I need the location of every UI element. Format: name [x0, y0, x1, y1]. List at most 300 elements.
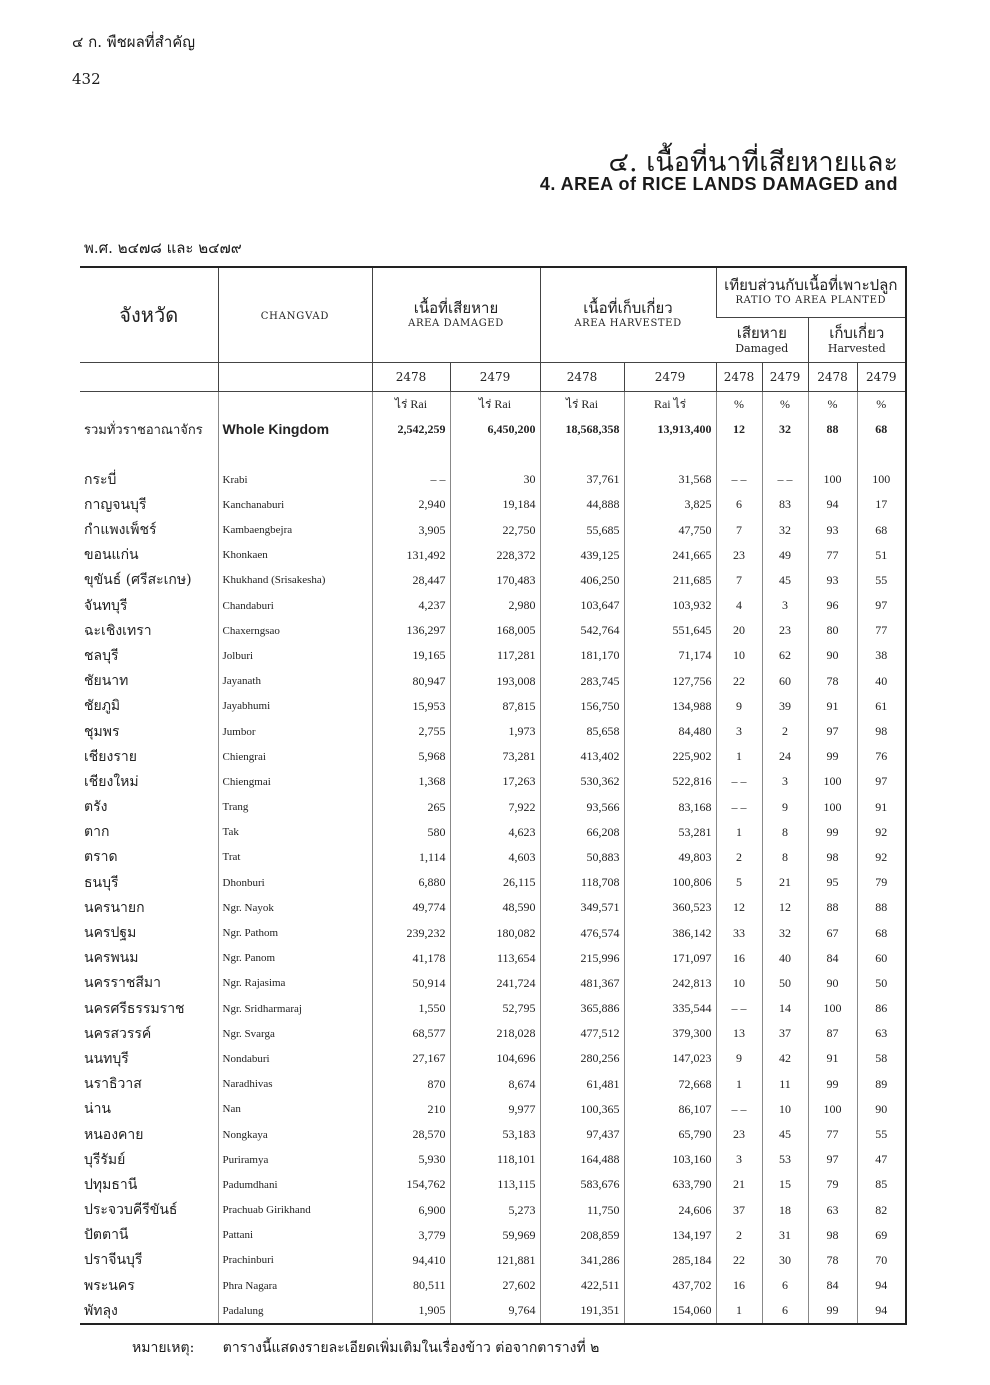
value-cell: 154,762	[372, 1172, 450, 1197]
value-cell: 100	[808, 996, 857, 1021]
unit-blank-2	[218, 391, 372, 417]
value-cell: 481,367	[540, 971, 624, 996]
province-en: Nondaburi	[218, 1046, 372, 1071]
header-area-damaged: เนื้อที่เสียหาย AREA DAMAGED	[372, 267, 540, 362]
value-cell: 73,281	[450, 744, 540, 769]
value-cell: – –	[372, 467, 450, 492]
value-cell: – –	[716, 467, 762, 492]
province-en: Ngr. Rajasima	[218, 971, 372, 996]
header-changvad-en: CHANGVAD	[218, 267, 372, 362]
spacer-cell	[857, 442, 906, 467]
value-cell: 80,511	[372, 1273, 450, 1298]
table-row	[80, 1046, 906, 1071]
title-english: 4. AREA of RICE LANDS DAMAGED and	[539, 174, 898, 194]
province-thai: ชัยภูมิ	[84, 698, 121, 715]
value-cell: 40	[857, 669, 906, 694]
value-cell: 62	[762, 643, 808, 668]
province-thai: จันทบุรี	[84, 597, 128, 614]
value-cell: 98	[808, 1223, 857, 1248]
value-cell: 8	[762, 820, 808, 845]
value-cell: 413,402	[540, 744, 624, 769]
value-cell: 60	[857, 946, 906, 971]
value-cell: – –	[762, 467, 808, 492]
value-cell: 65,790	[624, 1122, 716, 1147]
value-cell: 69	[857, 1223, 906, 1248]
unit-label: %	[808, 391, 857, 417]
value-cell: 93,566	[540, 795, 624, 820]
value-cell: 100	[808, 467, 857, 492]
value-cell: 97	[857, 769, 906, 794]
province-thai: ชลบุรี	[84, 647, 119, 664]
value-cell: 8	[762, 845, 808, 870]
value-cell: 18	[762, 1198, 808, 1223]
value-cell: 171,097	[624, 946, 716, 971]
table-row	[80, 1072, 906, 1097]
value-cell: 23	[762, 618, 808, 643]
value-cell: 193,008	[450, 669, 540, 694]
province-en: Jumbor	[218, 719, 372, 744]
table-row	[80, 1273, 906, 1298]
value-cell: 134,197	[624, 1223, 716, 1248]
value-cell: 349,571	[540, 895, 624, 920]
value-cell: – –	[716, 795, 762, 820]
table-row	[80, 543, 906, 568]
province-thai: นราธิวาส	[84, 1076, 142, 1093]
value-cell: 32	[762, 417, 808, 442]
value-cell: 1,368	[372, 769, 450, 794]
value-cell: 16	[716, 946, 762, 971]
province-en: Trang	[218, 795, 372, 820]
province-thai: กำแพงเพ็ชร์	[84, 522, 157, 539]
value-cell: 3,779	[372, 1223, 450, 1248]
value-cell: 12	[762, 895, 808, 920]
value-cell: 154,060	[624, 1298, 716, 1324]
value-cell: 211,685	[624, 568, 716, 593]
value-cell: 551,645	[624, 618, 716, 643]
value-cell: 5,273	[450, 1198, 540, 1223]
province-thai: ตาก	[84, 824, 110, 841]
value-cell: 2,940	[372, 492, 450, 517]
value-cell: 22	[716, 669, 762, 694]
value-cell: 134,988	[624, 694, 716, 719]
value-cell: 49,803	[624, 845, 716, 870]
value-cell: 61	[857, 694, 906, 719]
value-cell: 239,232	[372, 920, 450, 945]
value-cell: 95	[808, 870, 857, 895]
value-cell: 6,880	[372, 870, 450, 895]
value-cell: 22,750	[450, 517, 540, 542]
value-cell: 131,492	[372, 543, 450, 568]
province-thai: นครนายก	[84, 899, 145, 916]
value-cell: 15,953	[372, 694, 450, 719]
spacer-cell	[450, 442, 540, 467]
value-cell: 32	[762, 920, 808, 945]
value-cell: 93	[808, 517, 857, 542]
value-cell: 72,668	[624, 1072, 716, 1097]
header-changvad-thai: จังหวัด	[80, 267, 218, 362]
table-row	[80, 467, 906, 492]
value-cell: 53,281	[624, 820, 716, 845]
value-cell: 4,237	[372, 593, 450, 618]
value-cell: 580	[372, 820, 450, 845]
province-thai: นครศรีธรรมราช	[84, 1000, 185, 1017]
header-year-2479-col-6: 2479	[762, 362, 808, 391]
table-row	[80, 1172, 906, 1197]
value-cell: 215,996	[540, 946, 624, 971]
spacer-cell	[372, 442, 450, 467]
table-row	[80, 895, 906, 920]
unit-label: Rai ไร่	[624, 391, 716, 417]
value-cell: 77	[808, 1122, 857, 1147]
value-cell: 10	[716, 971, 762, 996]
value-cell: 100,365	[540, 1097, 624, 1122]
value-cell: 39	[762, 694, 808, 719]
value-cell: 4	[716, 593, 762, 618]
table-row	[80, 1223, 906, 1248]
value-cell: 87	[808, 1021, 857, 1046]
unit-blank-1	[80, 391, 218, 417]
table-row	[80, 820, 906, 845]
province-en: Chiengrai	[218, 744, 372, 769]
page-number: 432	[72, 70, 101, 88]
header-year-2478-col-5: 2478	[716, 362, 762, 391]
footnote-label: หมายเหตุ:	[132, 1340, 195, 1356]
table-row	[80, 845, 906, 870]
province-en: Ngr. Nayok	[218, 895, 372, 920]
value-cell: 24	[762, 744, 808, 769]
value-cell: 522,816	[624, 769, 716, 794]
province-en: Chaxerngsao	[218, 618, 372, 643]
value-cell: 156,750	[540, 694, 624, 719]
value-cell: 82	[857, 1198, 906, 1223]
value-cell: 88	[808, 417, 857, 442]
value-cell: 52,795	[450, 996, 540, 1021]
value-cell: 96	[808, 593, 857, 618]
value-cell: 91	[857, 795, 906, 820]
province-en: Prachinburi	[218, 1248, 372, 1273]
value-cell: 30	[450, 467, 540, 492]
value-cell: 97	[857, 593, 906, 618]
value-cell: 341,286	[540, 1248, 624, 1273]
province-thai: พระนคร	[84, 1277, 135, 1294]
province-thai: นครปฐม	[84, 925, 137, 942]
value-cell: 3	[716, 719, 762, 744]
value-cell: 2,980	[450, 593, 540, 618]
value-cell: 92	[857, 845, 906, 870]
value-cell: 92	[857, 820, 906, 845]
value-cell: 94	[808, 492, 857, 517]
province-thai: น่าน	[84, 1101, 112, 1118]
value-cell: 53	[762, 1147, 808, 1172]
value-cell: 5,930	[372, 1147, 450, 1172]
value-cell: 99	[808, 1072, 857, 1097]
province-en: Chandaburi	[218, 593, 372, 618]
province-thai: กระบี่	[84, 471, 117, 488]
value-cell: 99	[808, 820, 857, 845]
table-row	[80, 1122, 906, 1147]
value-cell: 88	[857, 895, 906, 920]
province-en: Kambaengbejra	[218, 517, 372, 542]
value-cell: 7,922	[450, 795, 540, 820]
value-cell: 79	[808, 1172, 857, 1197]
table-row	[80, 795, 906, 820]
value-cell: 70	[857, 1248, 906, 1273]
header-year-2479-col-2: 2479	[450, 362, 540, 391]
value-cell: 3	[716, 1147, 762, 1172]
value-cell: 103,160	[624, 1147, 716, 1172]
table-row	[80, 1248, 906, 1273]
value-cell: 228,372	[450, 543, 540, 568]
province-en: Tak	[218, 820, 372, 845]
spacer-cell	[218, 442, 372, 467]
value-cell: 23	[716, 1122, 762, 1147]
header-year-blank-2	[218, 362, 372, 391]
table-row	[80, 1147, 906, 1172]
value-cell: 98	[808, 845, 857, 870]
header-area-harvested: เนื้อที่เก็บเกี่ยว AREA HARVESTED	[540, 267, 716, 362]
header-year-blank-1	[80, 362, 218, 391]
value-cell: 1,905	[372, 1298, 450, 1324]
value-cell: 3	[762, 769, 808, 794]
value-cell: 47,750	[624, 517, 716, 542]
value-cell: 27,167	[372, 1046, 450, 1071]
value-cell: 6,450,200	[450, 417, 540, 442]
spacer-cell	[808, 442, 857, 467]
value-cell: 121,881	[450, 1248, 540, 1273]
value-cell: 12	[716, 895, 762, 920]
spacer-cell	[624, 442, 716, 467]
province-en: Trat	[218, 845, 372, 870]
value-cell: 100,806	[624, 870, 716, 895]
value-cell: 31,568	[624, 467, 716, 492]
value-cell: 37	[716, 1198, 762, 1223]
value-cell: 360,523	[624, 895, 716, 920]
value-cell: 77	[857, 618, 906, 643]
value-cell: 83	[762, 492, 808, 517]
value-cell: 68	[857, 517, 906, 542]
value-cell: 6	[716, 492, 762, 517]
value-cell: 85,658	[540, 719, 624, 744]
value-cell: 9	[762, 795, 808, 820]
province-thai: ฉะเชิงเทรา	[84, 622, 152, 639]
value-cell: 30	[762, 1248, 808, 1273]
value-cell: 103,647	[540, 593, 624, 618]
value-cell: – –	[716, 1097, 762, 1122]
value-cell: 180,082	[450, 920, 540, 945]
value-cell: 100	[808, 1097, 857, 1122]
table-row	[80, 1021, 906, 1046]
table-row	[80, 492, 906, 517]
value-cell: 32	[762, 517, 808, 542]
value-cell: 633,790	[624, 1172, 716, 1197]
value-cell: 28,447	[372, 568, 450, 593]
value-cell: 210	[372, 1097, 450, 1122]
province-en: Prachuab Girikhand	[218, 1198, 372, 1223]
header-ratio: เทียบส่วนกับเนื้อที่เพาะปลูก RATIO TO AREA PLANTED	[716, 267, 906, 317]
spacer-cell	[80, 442, 218, 467]
province-en: Pattani	[218, 1223, 372, 1248]
value-cell: 1,550	[372, 996, 450, 1021]
value-cell: 439,125	[540, 543, 624, 568]
table-row	[80, 1097, 906, 1122]
province-en: Ngr. Panom	[218, 946, 372, 971]
footnote-text: ตารางนี้แสดงรายละเอียดเพิ่มเติมในเรื่องข้าว ต่อจากตารางที่ ๒	[222, 1340, 600, 1356]
province-en: Dhonburi	[218, 870, 372, 895]
value-cell: 99	[808, 744, 857, 769]
province-en: Khukhand (Srisakesha)	[218, 568, 372, 593]
value-cell: 67	[808, 920, 857, 945]
value-cell: 208,859	[540, 1223, 624, 1248]
years-thai: พ.ศ. ๒๔๗๘ และ ๒๔๗๙	[84, 239, 242, 257]
value-cell: 87,815	[450, 694, 540, 719]
province-thai: ขุขันธ์ (ศรีสะเกษ)	[84, 572, 192, 589]
province-en: Jolburi	[218, 643, 372, 668]
value-cell: 7	[716, 517, 762, 542]
value-cell: 45	[762, 1122, 808, 1147]
value-cell: 33	[716, 920, 762, 945]
value-cell: 97	[808, 1147, 857, 1172]
value-cell: 78	[808, 669, 857, 694]
province-thai: กาญจนบุรี	[84, 496, 147, 513]
value-cell: – –	[716, 769, 762, 794]
province-thai: ประจวบคีรีขันธ์	[84, 1202, 178, 1219]
value-cell: 1,973	[450, 719, 540, 744]
table-row	[80, 971, 906, 996]
province-en: Kanchanaburi	[218, 492, 372, 517]
value-cell: 181,170	[540, 643, 624, 668]
value-cell: 85	[857, 1172, 906, 1197]
province-en: Jayabhumi	[218, 694, 372, 719]
running-head: ๔ ก. พืชผลที่สำคัญ	[72, 33, 196, 51]
value-cell: 5,968	[372, 744, 450, 769]
value-cell: 48,590	[450, 895, 540, 920]
table-row	[80, 568, 906, 593]
value-cell: 71,174	[624, 643, 716, 668]
province-thai: นนทบุรี	[84, 1050, 129, 1067]
whole-kingdom-row	[80, 417, 906, 442]
table-row	[80, 946, 906, 971]
table-row	[80, 1198, 906, 1223]
value-cell: 97	[808, 719, 857, 744]
value-cell: 99	[808, 1298, 857, 1324]
value-cell: 68,577	[372, 1021, 450, 1046]
value-cell: 17,263	[450, 769, 540, 794]
province-thai: ตราด	[84, 849, 118, 866]
value-cell: 84	[808, 1273, 857, 1298]
value-cell: 50,883	[540, 845, 624, 870]
table-row	[80, 769, 906, 794]
value-cell: 365,886	[540, 996, 624, 1021]
value-cell: 164,488	[540, 1147, 624, 1172]
header-year-2479-col-8: 2479	[857, 362, 906, 391]
province-en: Khonkaen	[218, 543, 372, 568]
value-cell: 27,602	[450, 1273, 540, 1298]
value-cell: 530,362	[540, 769, 624, 794]
value-cell: 218,028	[450, 1021, 540, 1046]
value-cell: 870	[372, 1072, 450, 1097]
value-cell: 23	[716, 543, 762, 568]
value-cell: 422,511	[540, 1273, 624, 1298]
value-cell: 265	[372, 795, 450, 820]
value-cell: 14	[762, 996, 808, 1021]
province-en: Puriramya	[218, 1147, 372, 1172]
value-cell: 89	[857, 1072, 906, 1097]
value-cell: 11	[762, 1072, 808, 1097]
value-cell: 86	[857, 996, 906, 1021]
spacer-cell	[716, 442, 762, 467]
province-thai: ขอนแก่น	[84, 547, 139, 564]
value-cell: 242,813	[624, 971, 716, 996]
value-cell: 91	[808, 1046, 857, 1071]
value-cell: 79	[857, 870, 906, 895]
value-cell: 90	[808, 971, 857, 996]
province-en: Ngr. Sridharmaraj	[218, 996, 372, 1021]
header-ratio-damaged: เสียหาย Damaged	[716, 317, 808, 362]
province-en: Naradhivas	[218, 1072, 372, 1097]
value-cell: 37	[762, 1021, 808, 1046]
province-en: Padalung	[218, 1298, 372, 1324]
value-cell: 86,107	[624, 1097, 716, 1122]
value-cell: 83,168	[624, 795, 716, 820]
value-cell: 94	[857, 1298, 906, 1324]
value-cell: 406,250	[540, 568, 624, 593]
value-cell: 31	[762, 1223, 808, 1248]
value-cell: 241,665	[624, 543, 716, 568]
value-cell: 13,913,400	[624, 417, 716, 442]
value-cell: 61,481	[540, 1072, 624, 1097]
table-row	[80, 593, 906, 618]
value-cell: 53,183	[450, 1122, 540, 1147]
value-cell: 37,761	[540, 467, 624, 492]
value-cell: 12	[716, 417, 762, 442]
value-cell: 542,764	[540, 618, 624, 643]
value-cell: 437,702	[624, 1273, 716, 1298]
header-year-2478-col-1: 2478	[372, 362, 450, 391]
value-cell: 28,570	[372, 1122, 450, 1147]
value-cell: 51	[857, 543, 906, 568]
header-year-2479-col-4: 2479	[624, 362, 716, 391]
value-cell: 97,437	[540, 1122, 624, 1147]
spacer-cell	[540, 442, 624, 467]
value-cell: 77	[808, 543, 857, 568]
value-cell: 45	[762, 568, 808, 593]
value-cell: 84	[808, 946, 857, 971]
province-thai: ปัตตานี	[84, 1227, 129, 1244]
value-cell: 68	[857, 920, 906, 945]
value-cell: 44,888	[540, 492, 624, 517]
unit-label: ไร่ Rai	[450, 391, 540, 417]
value-cell: 10	[762, 1097, 808, 1122]
value-cell: 50	[762, 971, 808, 996]
value-cell: 94	[857, 1273, 906, 1298]
value-cell: 55	[857, 1122, 906, 1147]
value-cell: 78	[808, 1248, 857, 1273]
value-cell: 11,750	[540, 1198, 624, 1223]
value-cell: 168,005	[450, 618, 540, 643]
value-cell: 280,256	[540, 1046, 624, 1071]
province-en: Jayanath	[218, 669, 372, 694]
table-row	[80, 517, 906, 542]
unit-label: %	[716, 391, 762, 417]
value-cell: 59,969	[450, 1223, 540, 1248]
table-row	[80, 643, 906, 668]
province-thai: รวมทั่วราชอาณาจักร	[84, 422, 203, 438]
value-cell: 104,696	[450, 1046, 540, 1071]
value-cell: 4,603	[450, 845, 540, 870]
table-row	[80, 669, 906, 694]
value-cell: 4,623	[450, 820, 540, 845]
value-cell: 50	[857, 971, 906, 996]
